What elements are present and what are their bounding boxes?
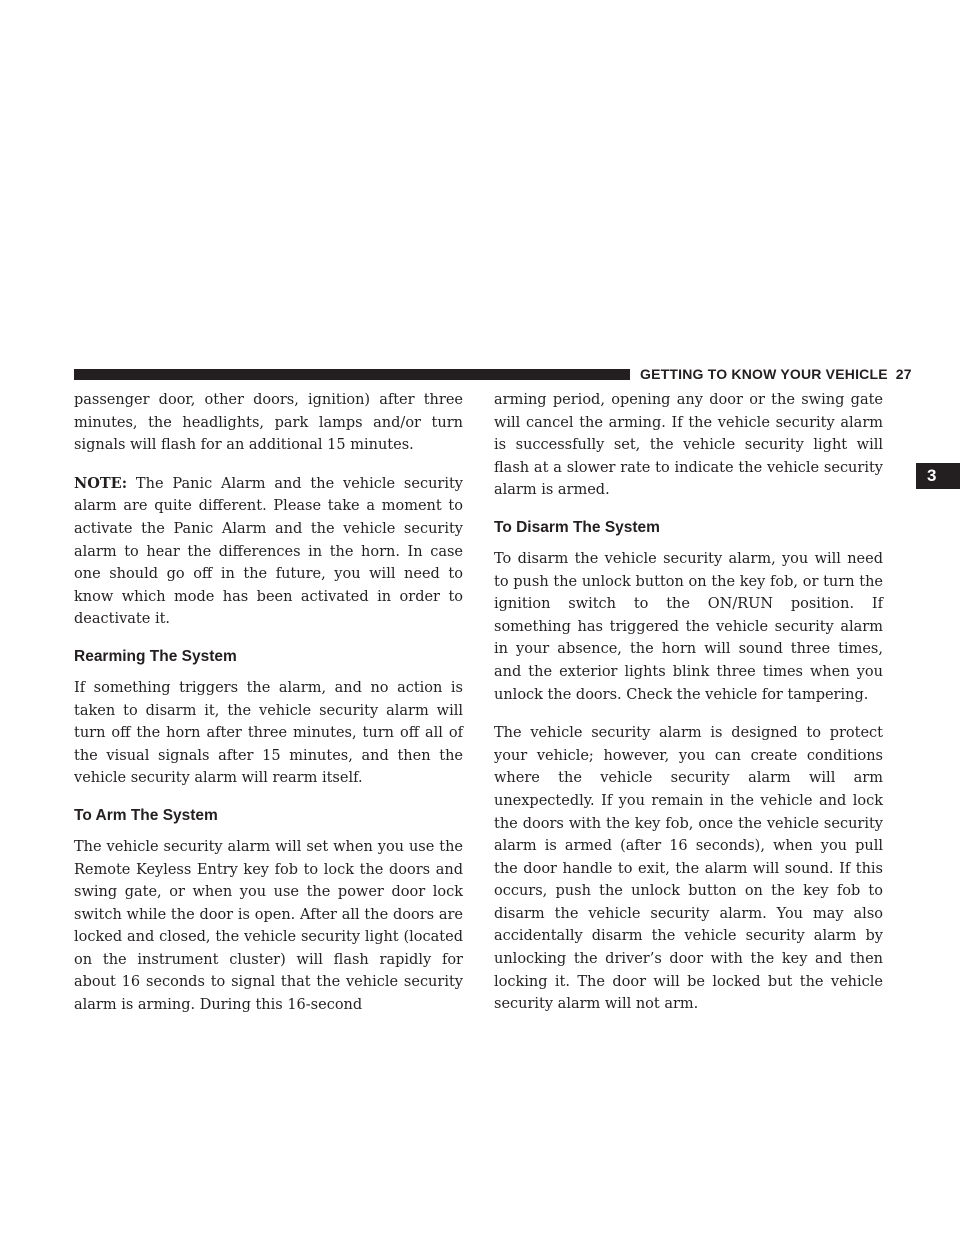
note-label: NOTE: [74, 474, 128, 492]
page-header [640, 366, 912, 382]
heading-disarm: To Disarm The System [494, 518, 660, 536]
section-title: GETTING TO KNOW YOUR VEHICLE [640, 366, 888, 382]
heading-rearming: Rearming The System [74, 647, 237, 665]
intro-paragraph: passenger door, other doors, ignition) after three minutes, the headlights, park lamps and/or turn signals will flash for an additional 15 minutes. [74, 392, 463, 454]
chapter-tab: 3 [916, 463, 960, 489]
arm-paragraph: The vehicle security alarm will set when you use the Remote Keyless Entry key fob to lock the doors and swing gate, or when you use the power door lock switch while the door is open. After all the doors are locked and closed, the vehicle security light (located on the instrument cluster) will flash rapidly for about 16 seconds to signal that the vehicle security alarm is arming. During this 16-second [74, 838, 463, 1014]
note-text: The Panic Alarm and the vehicle security alarm are quite different. Please take a moment to activate the Panic Alarm and the vehicle security alarm to hear the differences in the horn. In case one should go off in the future, you will need to know which mode has been activated in order to deactivate it. [74, 475, 463, 628]
disarm-paragraph: To disarm the vehicle security alarm, you will need to push the unlock button on the key fob, or turn the ignition switch to the ON/RUN position. If something has triggered the vehicle security alarm in your absence, the horn will sound three times, and the exterior lights blink three times when you unlock the doors. Check the vehicle for tampering. [494, 550, 883, 703]
rearming-paragraph: If something triggers the alarm, and no action is taken to disarm it, the vehicle security alarm will turn off the horn after three minutes, turn off all of the visual signals after 15 minutes, and then the vehicle security alarm will rearm itself. [74, 679, 463, 787]
right-column [494, 389, 883, 1032]
left-column [74, 389, 463, 1033]
design-paragraph: The vehicle security alarm is designed to protect your vehicle; however, you can create conditions where the vehicle security alarm will arm unexpectedly. If you remain in the vehicle and lock the doors with the key fob, once the vehicle security alarm is armed (after 16 seconds), when you pull the door handle to exit, the alarm will sound. If this occurs, push the unlock button on the key fob to disarm the vehicle security alarm. You may also accidentally disarm the vehicle security alarm by unlocking the driver’s door with the key and then locking it. The door will be locked but the vehicle security alarm will not arm. [494, 725, 883, 1013]
header-rule [74, 369, 630, 380]
arm-continued-paragraph: arming period, opening any door or the swing gate will cancel the arming. If the vehicle security alarm is successfully set, the vehicle security light will flash at a slower rate to indicate the vehicle security alarm is armed. [494, 392, 883, 499]
heading-arm: To Arm The System [74, 806, 218, 824]
note-paragraph [74, 473, 463, 631]
page-number: 27 [895, 366, 912, 382]
